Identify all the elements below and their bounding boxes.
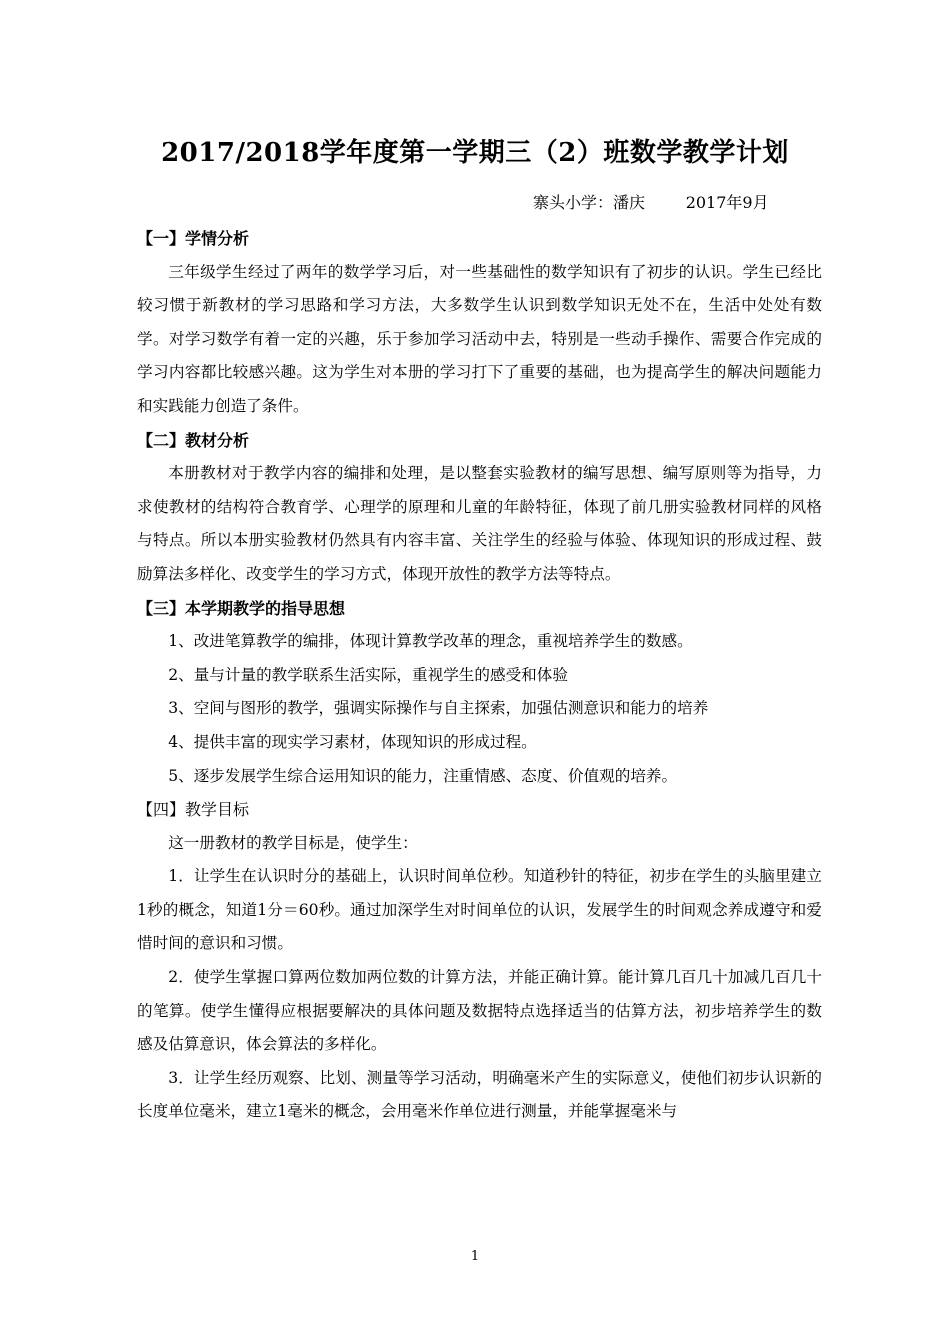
paragraph-textbook-analysis: 本册教材对于教学内容的编排和处理，是以整套实验教材的编写思想、编写原则等为指导，力求使教材的结构符合教育学、心理学的原理和儿童的年龄特征，体现了前几册实验教材同样的风格与特点。所以本册实验教材仍然具有内容丰富、关注学生的经验与体验、体现知识的形成过程、鼓励算法多样化、改变学生的学习方式，体现开放性的教学方法等特点。: [137, 464, 822, 583]
list-item-guiding-idea-3: 3、空间与图形的教学，强调实际操作与自主探索，加强估测意识和能力的培养: [168, 699, 709, 718]
section-heading-teaching-goals: 【四】教学目标: [137, 800, 250, 820]
paragraph-goal-1: 1．让学生在认识时分的基础上，认识时间单位秒。知道秒针的特征，初步在学生的头脑里建立1秒的概念，知道1分＝60秒。通过加深学生对时间单位的认识，发展学生的时间观念养成遵守和爱惜时间的意识和习惯。: [137, 867, 822, 953]
list-item-guiding-idea-4: 4、提供丰富的现实学习素材，体现知识的形成过程。: [168, 732, 537, 751]
page-title: 2017/2018学年度第一学期三（2）班数学教学计划: [161, 138, 789, 168]
page-number: 1: [470, 1249, 480, 1264]
section-heading-learning-analysis: 【一】学情分析: [137, 229, 250, 248]
paragraph-goals-intro: 这一册教材的教学目标是，使学生：: [168, 833, 418, 852]
list-item-guiding-idea-2: 2、量与计量的教学联系生活实际，重视学生的感受和体验: [168, 665, 568, 684]
section-heading-guiding-ideas: 【三】本学期教学的指导思想: [137, 598, 346, 618]
paragraph-learning-analysis: 三年级学生经过了两年的数学学习后，对一些基础性的数学知识有了初步的认识。学生已经比较习惯于新教材的学习思路和学习方法，大多数学生认识到数学知识无处不在，生活中处处有数学。对学习数学有着一定的兴趣，乐于参加学习活动中去，特别是一些动手操作、需要合作完成的学习内容都比较感兴趣。这为学生对本册的学习打下了重要的基础，也为提高学生的解决问题能力和实践能力创造了条件。: [137, 262, 822, 415]
document-body: [137, 222, 822, 1129]
section-heading-textbook-analysis: 【二】教材分析: [137, 430, 250, 450]
paragraph-goal-3: 3．让学生经历观察、比划、测量等学习活动，明确毫米产生的实际意义，使他们初步认识新的长度单位毫米，建立1毫米的概念，会用毫米作单位进行测量，并能掌握毫米与: [137, 1068, 822, 1121]
list-item-guiding-idea-5: 5、逐步发展学生综合运用知识的能力，注重情感、态度、价值观的培养。: [168, 766, 678, 785]
paragraph-goal-2: 2．使学生掌握口算两位数加两位数的计算方法，并能正确计算。能计算几百几十加减几百几十的笔算。使学生懂得应根据要解决的具体问题及数据特点选择适当的估算方法，初步培养学生的数感及估算意识，体会算法的多样化。: [137, 968, 822, 1054]
list-item-guiding-idea-1: 1、改进笔算教学的编排，体现计算教学改革的理念，重视培养学生的数感。: [168, 632, 693, 651]
author-date-line: 寨头小学：潘庆 2017年9月: [533, 193, 769, 212]
